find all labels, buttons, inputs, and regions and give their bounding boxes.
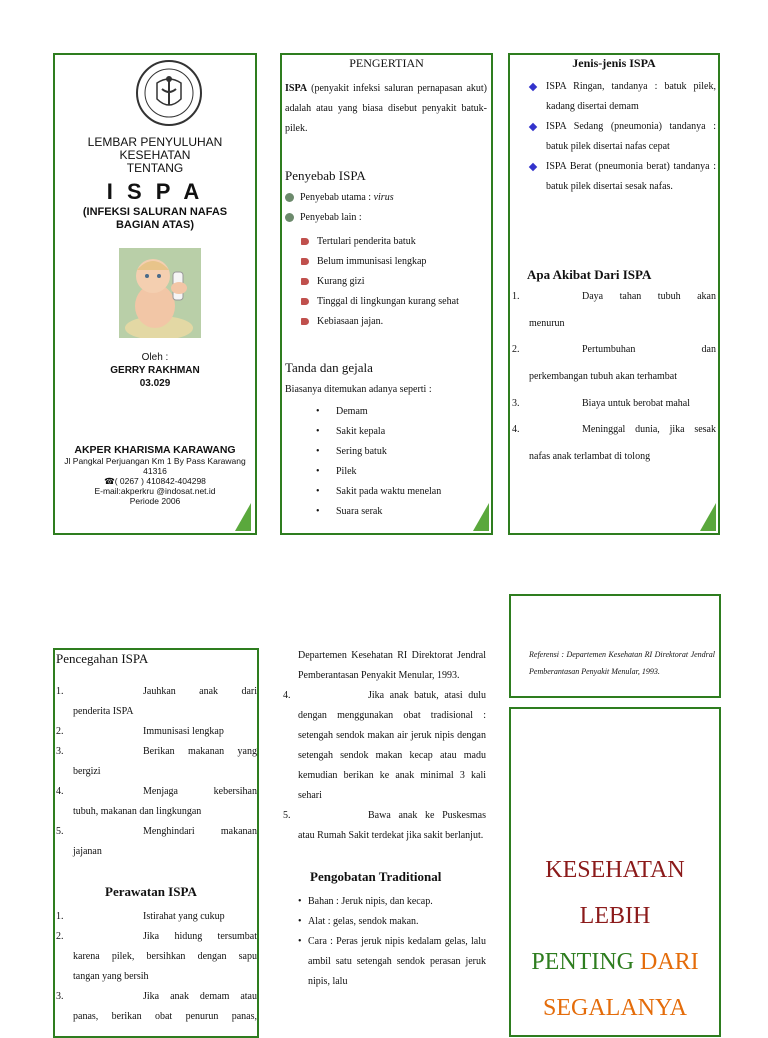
cover-school: AKPER KHARISMA KARAWANG [74,444,236,456]
jenis-panel [508,53,720,535]
list-item: ISPA Ringan, tandanya : batuk pilek, kadang disertai demam [530,77,716,117]
list-item: • Bahan : Jeruk nipis, dan kecap. [298,896,433,907]
pencegahan-heading: Pencegahan ISPA [56,651,149,666]
slogan-line4: SEGALANYA [543,995,687,1021]
tanda-intro: Biasanya ditemukan adanya seperti : [285,384,432,395]
penyebab-list [301,232,459,332]
list-item: 2. Jika hidung tersumbat karena pilek, bersihkan dengan sapu tangan yang bersih [56,931,257,982]
cover-title-line2: KESEHATAN [119,148,191,162]
cover-title-line1: LEMBAR PENYULUHAN [87,135,223,149]
slogan-panel [509,707,721,1037]
list-item: 1. Daya tahan tubuh akan menurun [512,291,716,329]
list-item: 2. Pertumbuhan dan perkembangan tubuh akan terhambat [512,344,716,382]
cover-author-id: 03.029 [139,378,171,389]
baby-photo [119,248,201,338]
list-item: • Sering batuk [316,446,387,457]
arrow-bullet-icon [301,238,309,245]
cover-phone: ☎( 0267 ) 410842-404298 [104,476,206,486]
slogan-line3: PENTING DARI [531,949,699,975]
cover-address-line2: 41316 [143,466,167,476]
referensi-panel [509,594,721,698]
list-item: 5. Menghindari makanan jajanan [56,826,257,857]
cover-title-line3: TENTANG [126,161,184,175]
list-item: 4. Menjaga kebersihan tubuh, makanan dan lingkungan [56,786,257,817]
cover-address-line1: Jl Pangkal Perjuangan Km 1 By Pass Karawang [64,456,246,466]
referensi-text: Referensi : Departemen Kesehatan RI Direktorat Jendral Pemberantasan Penyakit Menular, 1993. [529,650,715,676]
pengobatan-heading: Pengobatan Traditional [310,869,442,884]
penyebab-heading: Penyebab ISPA [285,168,366,183]
penyebab-lain: Penyebab lain : [285,212,362,223]
cover-period: Periode 2006 [129,496,181,506]
middle-column [283,646,486,992]
tanda-list [316,402,441,522]
page-curl-icon [700,503,716,531]
list-item: 3. Berikan makanan yang bergizi [56,746,257,777]
page-curl-icon [473,503,489,531]
list-item: ISPA Berat (pneumonia berat) tandanya : batuk pilek disertai sesak nafas. [530,157,716,197]
list-item: 1. Jauhkan anak dari penderita ISPA [56,686,257,717]
cover-big-title: I S P A [106,179,204,204]
list-item: 3. Biaya untuk berobat mahal [512,398,691,409]
perawatan-list [55,907,257,1027]
list-item: • Sakit kepala [316,426,386,437]
list-item: 2. Immunisasi lengkap [56,726,224,737]
list-item: 1. Istirahat yang cukup [56,911,225,922]
list-item: • Demam [316,406,368,417]
list-item: 4. Meninggal dunia, jika sesak nafas anak terlambat di tolong [512,424,716,462]
list-item: • Sakit pada waktu menelan [316,486,442,497]
arrow-bullet-icon [301,298,309,305]
jenis-list [530,77,716,197]
cover-subtitle-line2: BAGIAN ATAS) [115,219,194,231]
arrow-bullet-icon [301,318,309,325]
slogan-line1: KESEHATAN [545,857,685,883]
akibat-list [510,291,718,478]
list-item: Kebiasaan jajan. [301,312,459,332]
bullet-icon [285,213,294,222]
diamond-bullet-icon [529,163,537,171]
list-item: Tertulari penderita batuk [301,232,459,252]
list-item: 4. Jika anak batuk, atasi dulu dengan menggunakan obat tradisional : setengah sendok makan air jeruk nipis dengan setengah sendok makan kecap atau madu kemudian berikan ke anak minimal 3 kali sehari [283,690,486,801]
cover-subtitle-line1: (INFEKSI SALURAN NAFAS [82,206,228,218]
arrow-bullet-icon [301,278,309,285]
pengertian-text: ISPA (penyakit infeksi saluran pernapasan akut) adalah atau yang biasa disebut penyakit batuk-pilek. [285,83,487,134]
pengobatan-list [298,892,486,992]
list-item: • Suara serak [316,506,383,517]
list-item: • Alat : gelas, sendok makan. [298,916,419,927]
diamond-bullet-icon [529,83,537,91]
list-item: 5. Bawa anak ke Puskesmas atau Rumah Sakit terdekat jika sakit berlanjut. [283,810,486,841]
pengertian-panel [280,53,493,535]
list-item: • Pilek [316,466,357,477]
slogan-line2: LEBIH [579,903,651,929]
logo-akper [135,59,203,127]
pencegahan-list [55,682,257,862]
reference-continued: Departemen Kesehatan RI Direktorat Jendral Pemberantasan Penyakit Menular, 1993. [298,650,486,681]
cover-by: Oleh : [141,352,169,363]
diamond-bullet-icon [529,123,537,131]
perawatan-heading: Perawatan ISPA [105,884,197,899]
list-item: Tinggal di lingkungan kurang sehat [301,292,459,312]
pengertian-heading: PENGERTIAN [349,56,424,70]
bullet-icon [285,193,294,202]
page-curl-icon [235,503,251,531]
jenis-heading: Jenis-jenis ISPA [572,56,656,70]
phone-icon: ☎ [104,476,115,486]
cover-author: GERRY RAKHMAN [110,365,200,376]
akibat-heading: Apa Akibat Dari ISPA [527,267,652,282]
list-item: Belum immunisasi lengkap [301,252,459,272]
arrow-bullet-icon [301,258,309,265]
tanda-heading: Tanda dan gejala [285,360,373,375]
cover-panel [53,53,257,535]
cover-email: E-mail:akperkru @indosat.net.id [94,486,216,496]
penyebab-utama: Penyebab utama : virus [285,192,394,203]
list-item: ISPA Sedang (pneumonia) tandanya : batuk pilek disertai nafas cepat [530,117,716,157]
list-item: 3. Jika anak demam atau panas, berikan obat penurun panas, [56,991,257,1022]
pencegahan-panel [53,648,259,1038]
list-item: Kurang gizi [301,272,459,292]
list-item: • Cara : Peras jeruk nipis kedalam gelas, lalu ambil satu setengah sendok perasan jeruk nipis, lalu [298,936,486,987]
